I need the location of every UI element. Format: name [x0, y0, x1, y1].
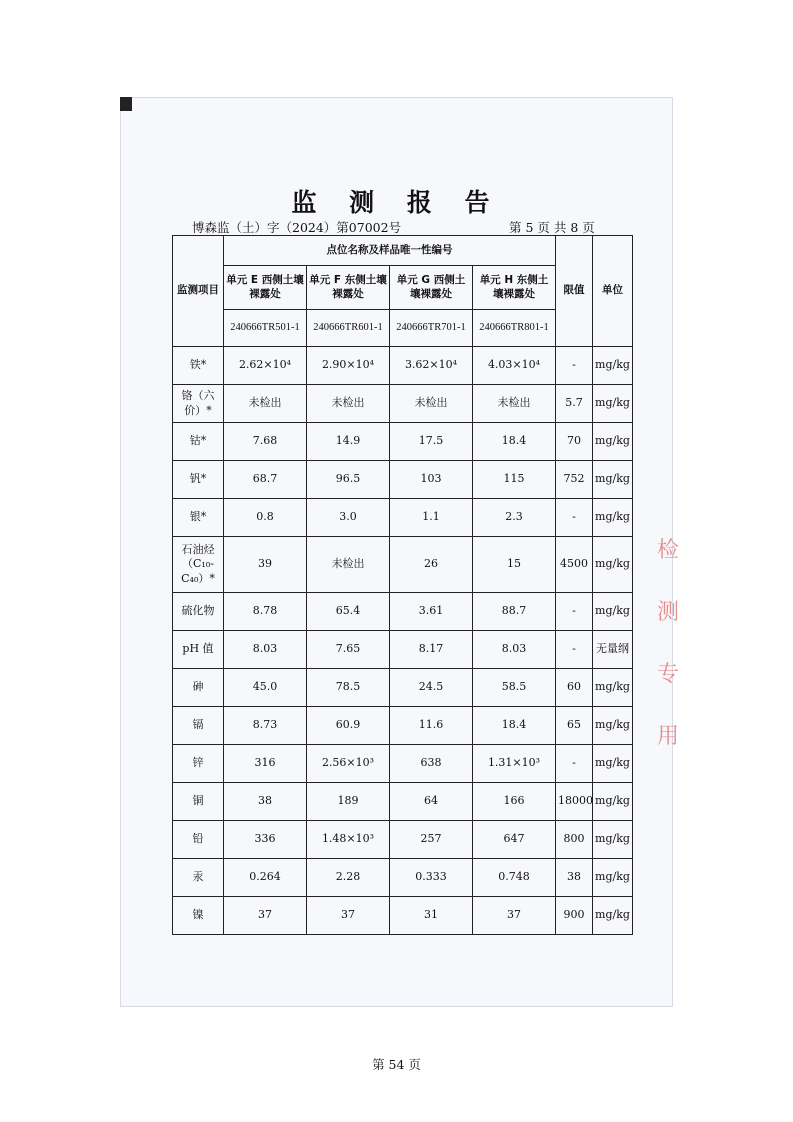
- value-cell: 24.5: [390, 669, 473, 707]
- value-cell: 65.4: [307, 593, 390, 631]
- unit-cell: 无量纲: [593, 631, 633, 669]
- value-cell: 2.28: [307, 859, 390, 897]
- table-row: [173, 461, 633, 499]
- unit-cell: mg/kg: [593, 423, 633, 461]
- unit-cell: mg/kg: [593, 821, 633, 859]
- limit-cell: -: [556, 499, 593, 537]
- value-cell: 8.03: [473, 631, 556, 669]
- unit-cell: mg/kg: [593, 347, 633, 385]
- limit-cell: 752: [556, 461, 593, 499]
- unit-cell: mg/kg: [593, 537, 633, 593]
- value-cell: 37: [224, 897, 307, 935]
- value-cell: 14.9: [307, 423, 390, 461]
- value-cell: 3.0: [307, 499, 390, 537]
- item-cell: 银*: [173, 499, 224, 537]
- sample-code: 240666TR701-1: [390, 310, 473, 347]
- value-cell: 189: [307, 783, 390, 821]
- value-cell: 8.73: [224, 707, 307, 745]
- value-cell: 58.5: [473, 669, 556, 707]
- value-cell: 1.31×10³: [473, 745, 556, 783]
- value-cell: 8.78: [224, 593, 307, 631]
- site-name-header: 单元 E 西侧土壤裸露处: [224, 266, 307, 310]
- value-cell: 64: [390, 783, 473, 821]
- value-cell: 1.48×10³: [307, 821, 390, 859]
- item-cell: 铬（六价）*: [173, 385, 224, 423]
- item-cell: 镍: [173, 897, 224, 935]
- report-page-count: 第 5 页 共 8 页: [509, 220, 595, 235]
- sample-code: 240666TR801-1: [473, 310, 556, 347]
- value-cell: 1.1: [390, 499, 473, 537]
- value-cell: 0.333: [390, 859, 473, 897]
- value-cell: 3.61: [390, 593, 473, 631]
- value-cell: 2.62×10⁴: [224, 347, 307, 385]
- limit-cell: -: [556, 631, 593, 669]
- monitoring-results-table: [172, 235, 633, 935]
- value-cell: 96.5: [307, 461, 390, 499]
- value-cell: 26: [390, 537, 473, 593]
- unit-cell: mg/kg: [593, 499, 633, 537]
- site-group-header: 点位名称及样品唯一性编号: [224, 236, 556, 266]
- unit-cell: mg/kg: [593, 745, 633, 783]
- value-cell: 257: [390, 821, 473, 859]
- value-cell: 38: [224, 783, 307, 821]
- item-header: 监测项目: [173, 236, 224, 347]
- scan-edge-mark: [120, 97, 132, 111]
- value-cell: 未检出: [224, 385, 307, 423]
- item-cell: 锌: [173, 745, 224, 783]
- unit-cell: mg/kg: [593, 669, 633, 707]
- item-cell: 铜: [173, 783, 224, 821]
- site-name-header: 单元 G 西侧土壤裸露处: [390, 266, 473, 310]
- value-cell: 78.5: [307, 669, 390, 707]
- unit-cell: mg/kg: [593, 783, 633, 821]
- official-seal-stamp: 检测专用: [657, 538, 680, 749]
- table-row: [173, 537, 633, 593]
- site-name-header: 单元 H 东侧土壤裸露处: [473, 266, 556, 310]
- value-cell: 2.3: [473, 499, 556, 537]
- unit-header: 单位: [593, 236, 633, 347]
- item-cell: 石油烃（C₁₀-C₄₀）*: [173, 537, 224, 593]
- limit-cell: 5.7: [556, 385, 593, 423]
- value-cell: 638: [390, 745, 473, 783]
- value-cell: 103: [390, 461, 473, 499]
- table-row: [173, 423, 633, 461]
- report-title: 监 测 报 告: [291, 188, 502, 217]
- value-cell: 4.03×10⁴: [473, 347, 556, 385]
- value-cell: 18.4: [473, 707, 556, 745]
- table-row: [173, 783, 633, 821]
- value-cell: 0.264: [224, 859, 307, 897]
- item-cell: pH 值: [173, 631, 224, 669]
- unit-cell: mg/kg: [593, 859, 633, 897]
- table-row: [173, 593, 633, 631]
- item-cell: 砷: [173, 669, 224, 707]
- table-row: [173, 745, 633, 783]
- value-cell: 88.7: [473, 593, 556, 631]
- value-cell: 18.4: [473, 423, 556, 461]
- item-cell: 汞: [173, 859, 224, 897]
- value-cell: 未检出: [473, 385, 556, 423]
- unit-cell: mg/kg: [593, 593, 633, 631]
- item-cell: 钴*: [173, 423, 224, 461]
- page-footer: 第 54 页: [372, 1057, 421, 1072]
- value-cell: 39: [224, 537, 307, 593]
- table-row: [173, 859, 633, 897]
- value-cell: 31: [390, 897, 473, 935]
- value-cell: 7.68: [224, 423, 307, 461]
- value-cell: 3.62×10⁴: [390, 347, 473, 385]
- limit-cell: 65: [556, 707, 593, 745]
- limit-cell: 60: [556, 669, 593, 707]
- value-cell: 7.65: [307, 631, 390, 669]
- unit-cell: mg/kg: [593, 897, 633, 935]
- limit-cell: -: [556, 745, 593, 783]
- value-cell: 166: [473, 783, 556, 821]
- sample-code: 240666TR601-1: [307, 310, 390, 347]
- value-cell: 647: [473, 821, 556, 859]
- report-reference-number: 博森监（土）字（2024）第07002号: [192, 220, 402, 235]
- limit-cell: 18000: [556, 783, 593, 821]
- value-cell: 60.9: [307, 707, 390, 745]
- value-cell: 0.748: [473, 859, 556, 897]
- value-cell: 17.5: [390, 423, 473, 461]
- value-cell: 37: [473, 897, 556, 935]
- unit-cell: mg/kg: [593, 461, 633, 499]
- value-cell: 未检出: [390, 385, 473, 423]
- item-cell: 铁*: [173, 347, 224, 385]
- value-cell: 37: [307, 897, 390, 935]
- value-cell: 2.56×10³: [307, 745, 390, 783]
- limit-cell: 38: [556, 859, 593, 897]
- limit-cell: 800: [556, 821, 593, 859]
- table-row: [173, 821, 633, 859]
- site-name-header: 单元 F 东侧土壤裸露处: [307, 266, 390, 310]
- table-row: [173, 631, 633, 669]
- table-row: [173, 499, 633, 537]
- value-cell: 11.6: [390, 707, 473, 745]
- value-cell: 45.0: [224, 669, 307, 707]
- value-cell: 115: [473, 461, 556, 499]
- limit-header: 限值: [556, 236, 593, 347]
- item-cell: 镉: [173, 707, 224, 745]
- table-row: [173, 897, 633, 935]
- unit-cell: mg/kg: [593, 707, 633, 745]
- item-cell: 硫化物: [173, 593, 224, 631]
- limit-cell: -: [556, 593, 593, 631]
- limit-cell: 70: [556, 423, 593, 461]
- value-cell: 15: [473, 537, 556, 593]
- table-row: [173, 385, 633, 423]
- limit-cell: 4500: [556, 537, 593, 593]
- sample-code: 240666TR501-1: [224, 310, 307, 347]
- value-cell: 316: [224, 745, 307, 783]
- value-cell: 8.03: [224, 631, 307, 669]
- limit-cell: 900: [556, 897, 593, 935]
- value-cell: 8.17: [390, 631, 473, 669]
- value-cell: 0.8: [224, 499, 307, 537]
- table-row: [173, 347, 633, 385]
- limit-cell: -: [556, 347, 593, 385]
- value-cell: 未检出: [307, 385, 390, 423]
- table-row: [173, 707, 633, 745]
- item-cell: 铅: [173, 821, 224, 859]
- unit-cell: mg/kg: [593, 385, 633, 423]
- value-cell: 68.7: [224, 461, 307, 499]
- value-cell: 336: [224, 821, 307, 859]
- table-row: [173, 669, 633, 707]
- value-cell: 2.90×10⁴: [307, 347, 390, 385]
- value-cell: 未检出: [307, 537, 390, 593]
- item-cell: 钒*: [173, 461, 224, 499]
